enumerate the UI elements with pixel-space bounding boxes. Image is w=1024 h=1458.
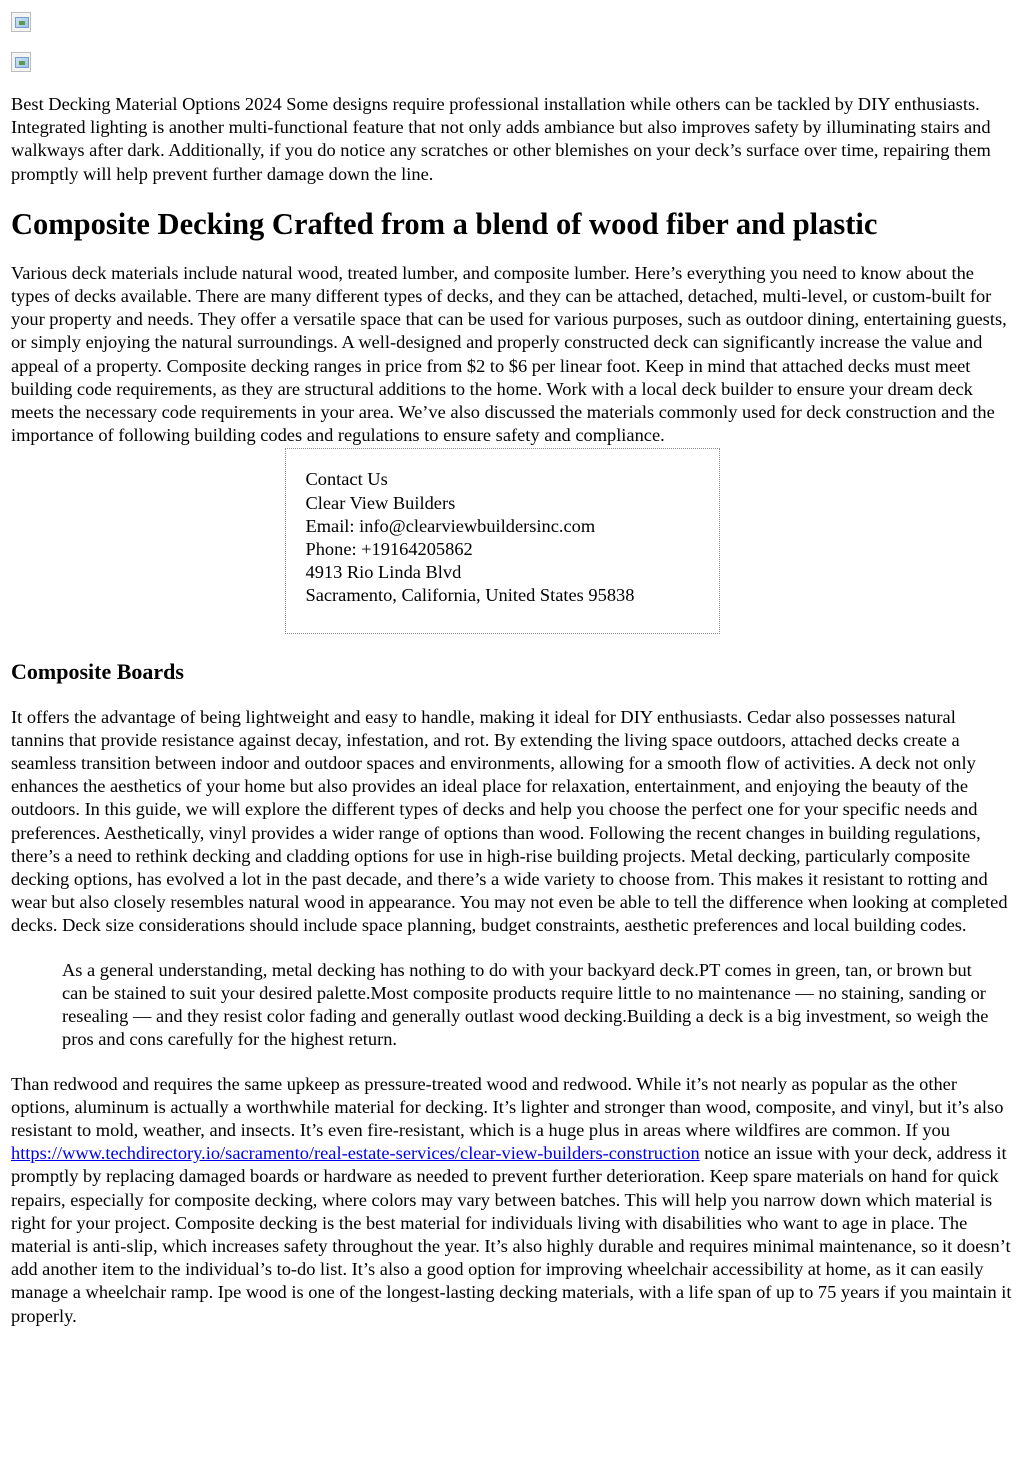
section3-paragraph (11, 1073, 1013, 1328)
heading-composite-boards: Composite Boards (11, 658, 184, 684)
contact-email: Email: info@clearviewbuildersinc.com (305, 515, 596, 536)
section2-paragraph: It offers the advantage of being lightweight and easy to handle, making it ideal for DIY enthusiasts. Cedar also possesses natural tannins that provide resistance against decay, infestation, and rot. By extending the living space outdoors, attached decks create a seamless transition between indoor and outdoor spaces and environments, allowing for a smooth flow of activities. A deck not only enhances the aesthetics of your home but also provides an ideal place for relaxation, entertainment, and enjoying the beauty of the outdoors. In this guide, we will explore the different types of decks and help you choose the perfect one for your specific needs and preferences. Aesthetically, vinyl provides a wider range of options than wood. Following the recent changes in building regulations, there’s a need to rethink decking and cladding options for use in high-rise building projects. Metal decking, particularly composite decking options, has evolved a lot in the past decade, and there’s a wide variety to choose from. This makes it resistant to rotting and wear but also closely resembles natural wood in appearance. You may not even be able to tell the difference when looking at completed decks. Deck size considerations should include space planning, budget constraints, aesthetic preferences and local building codes. (11, 706, 1008, 936)
techdirectory-link[interactable]: https://www.techdirectory.io/sacramento/real-estate-services/clear-view-builders-construction (11, 1143, 700, 1164)
broken-image-icon (11, 12, 31, 32)
contact-company: Clear View Builders (305, 492, 456, 513)
contact-street: 4913 Rio Linda Blvd (305, 562, 462, 583)
broken-image-icon (11, 52, 31, 72)
intro-paragraph: Best Decking Material Options 2024 Some designs require professional installation while others can be tackled by DIY enthusiasts. Integrated lighting is another multi-functional feature that not only adds ambiance but also improves safety by illuminating stairs and walkways after dark. Additionally, if you do notice any scratches or other blemishes on your deck’s surface over time, repairing them promptly will help prevent further damage down the line. (11, 94, 991, 184)
contact-box (285, 448, 720, 633)
section1-paragraph: Various deck materials include natural wood, treated lumber, and composite lumber. Here’s everything you need to know about the types of decks available. There are many different types of decks, and they can be attached, detached, multi-level, or custom-built for your property and needs. They offer a versatile space that can be used for various purposes, such as outdoor dining, entertaining guests, or simply enjoying the natural surroundings. A well-designed and properly constructed deck can significantly increase the value and appeal of a property. Composite decking ranges in price from $2 to $6 per linear foot. Keep in mind that attached decks must meet building code requirements, as they are structural additions to the home. Work with a local deck builder to ensure your dream deck meets the necessary code requirements in your area. We’ve also discussed the materials commonly used for deck construction and the importance of following building codes and regulations to ensure safety and compliance. (11, 262, 1007, 446)
contact-city: Sacramento, California, United States 95838 (305, 585, 635, 606)
heading-composite-decking: Composite Decking Crafted from a blend of wood fiber and plastic (11, 206, 878, 241)
section3-text-before-link: Than redwood and requires the same upkeep as pressure-treated wood and redwood. While it’s not nearly as popular as the other options, aluminum is actually a worthwhile material for decking. It’s lighter and stronger than wood, composite, and vinyl, but it’s also resistant to mold, weather, and insects. It’s even fire-resistant, which is a huge plus in areas where wildfires are common. If you (11, 1073, 1004, 1140)
document-page (0, 12, 1024, 1328)
contact-wrapper (0, 447, 1013, 633)
quote-block: As a general understanding, metal decking has nothing to do with your backyard deck.PT comes in green, tan, or brown but can be stained to suit your desired palette.Most composite products require little to no maintenance — no staining, sanding or resealing — and they resist color fading and generally outlast wood decking.Building a deck is a big investment, so weigh the pros and cons carefully for the highest return. (62, 959, 989, 1050)
section3-text-after-link: notice an issue with your deck, address it promptly by replacing damaged boards or hardware as needed to prevent further deterioration. Keep spare materials on hand for quick repairs, especially for composite decking, where colors may vary between batches. This will help you narrow down which material is right for your project. Composite decking is the best material for individuals living with disabilities who want to age in place. The material is anti-slip, which increases safety throughout the year. It’s also highly durable and requires minimal maintenance, so it doesn’t add another item to the individual’s to-do list. It’s also a good option for improving wheelchair accessibility at home, as it can easily manage a wheelchair ramp. Ipe wood is one of the longest-lasting decking materials, with a life span of up to 75 years if you maintain it properly. (11, 1143, 1012, 1326)
contact-title: Contact Us (305, 469, 388, 490)
contact-phone: Phone: +19164205862 (305, 539, 473, 560)
